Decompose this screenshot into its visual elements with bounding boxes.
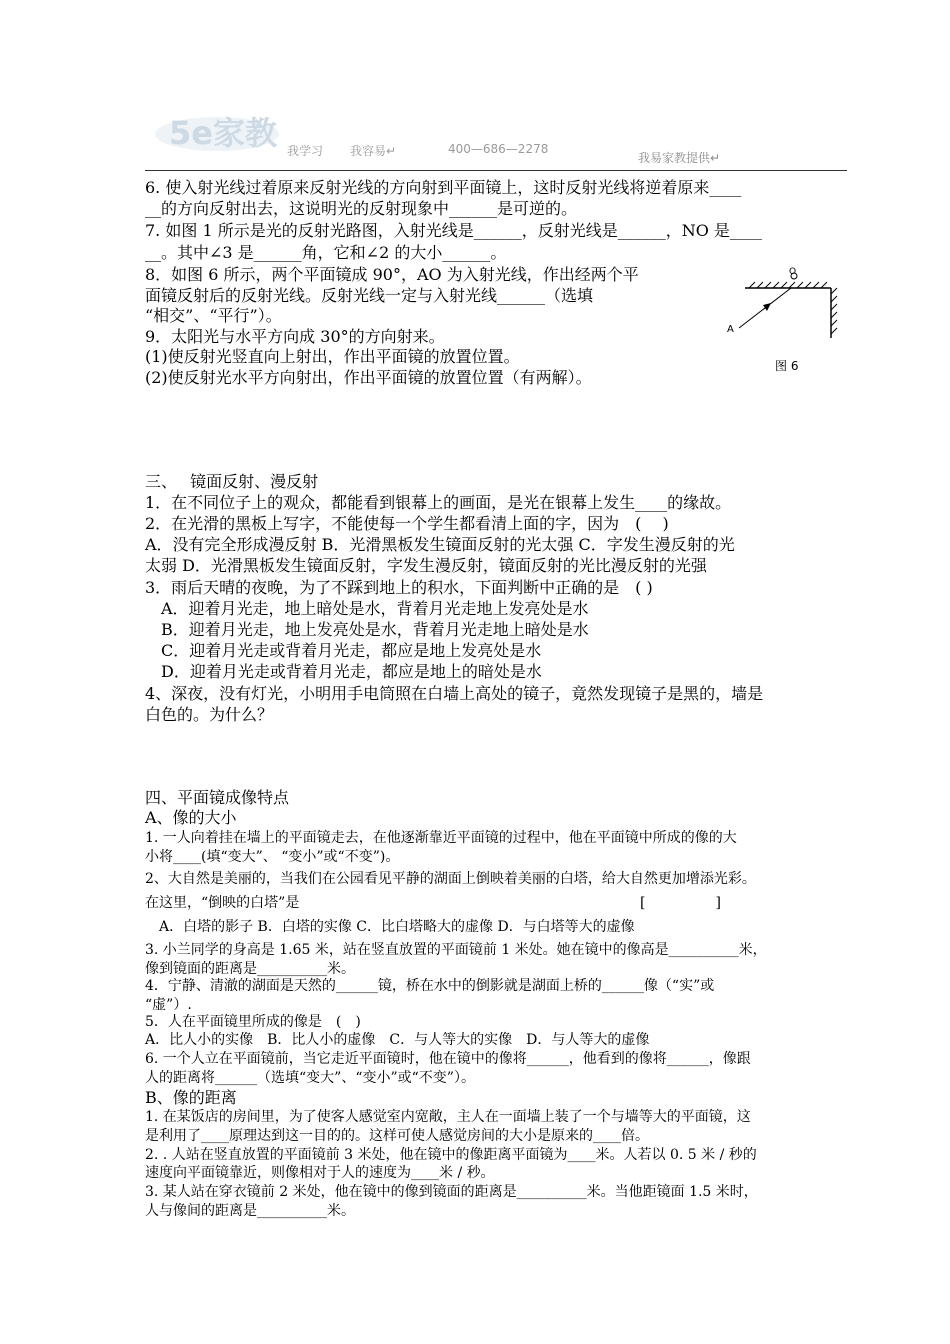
header-divider — [145, 170, 847, 171]
option-line: D．迎着月光走或背着月光走，都应是地上的暗处是水 — [145, 662, 542, 681]
text-line: 7. 如图 1 所示是光的反射光路图，入射光线是______，反射光线是______，NO 是____ — [145, 221, 762, 240]
page-header — [145, 98, 847, 172]
text-line: 2．在光滑的黑板上写字，不能使每一个学生都看清上面的字，因为 ( ) — [145, 514, 669, 533]
option-line: A．迎着月光走，地上暗处是水，背着月光走地上发亮处是水 — [145, 599, 589, 618]
option-line: A．比人小的实像 B．比人小的虚像 C．与人等大的实像 D．与人等大的虚像 — [145, 1032, 650, 1048]
text-line: 1．在不同位子上的观众，都能看到银幕上的画面，是光在银幕上发生____的缘故。 — [145, 493, 732, 512]
provider-text: 我易家教提供↵ — [638, 151, 721, 165]
text-line: 6. 一个人立在平面镜前，当它走近平面镜时，他在镜中的像将______，他看到的像将______，像跟 — [145, 1051, 751, 1067]
svg-text:A: A — [727, 324, 734, 335]
figure-caption: 图 6 — [775, 359, 799, 373]
text-line: 白色的。为什么？ — [145, 705, 274, 724]
text-line: 4．宁静、清澈的湖面是天然的______镜，桥在水中的倒影就是湖面上桥的______像（“实”或 — [145, 978, 715, 994]
section-title: 四、平面镜成像特点 — [145, 788, 290, 807]
text-line: 3. 小兰同学的身高是 1.65 米，站在竖直放置的平面镜前 1 米处。她在镜中的像高是__________米， — [145, 942, 767, 958]
text-line: 3．雨后天晴的夜晚，为了不踩到地上的积水，下面判断中正确的是 ( ) — [145, 578, 653, 597]
text-line: A．没有完全形成漫反射 B．光滑黑板发生镜面反射的光太强 C．字发生漫反射的光 — [145, 535, 735, 554]
subsection-title: A、像的大小 — [145, 808, 237, 827]
text-line: “相交”、“平行”）。 — [145, 306, 282, 325]
text-line: 速度向平面镜靠近，则像相对于人的速度为____米 / 秒。 — [145, 1165, 495, 1181]
text-line: 像到镜面的距离是__________米。 — [145, 961, 355, 977]
text-line: 2. . 人站在竖直放置的平面镜前 3 米处，他在镜中的像距离平面镜为____米。人若以 0. 5 米 / 秒的 — [145, 1147, 757, 1163]
slogan-1: 我学习 — [287, 144, 324, 158]
text-line: 在这里，“倒映的白塔”是 — [145, 895, 300, 911]
figure-6-mirrors — [725, 266, 845, 378]
answer-bracket: [ ] — [640, 895, 721, 911]
text-line: 2、大自然是美丽的，当我们在公园看见平静的湖面上倒映着美丽的白塔，给大自然更加增添光彩。 — [145, 871, 756, 887]
text-line: 3. 某人站在穿衣镜前 2 米处，他在镜中的像到镜面的距离是__________米。当他距镜面 1.5 米时， — [145, 1184, 758, 1200]
option-line: B．迎着月光走，地上发亮处是水，背着月光走地上暗处是水 — [145, 620, 589, 639]
section-title: 三、 镜面反射、漫反射 — [145, 472, 319, 491]
text-line: __。其中∠3 是______角，它和∠2 的大小______。 — [145, 243, 507, 262]
text-line: 小将____(填“变大”、 “变小”或“不变”)。 — [145, 849, 400, 865]
text-line: 人与像间的距离是__________米。 — [145, 1203, 355, 1219]
subsection-title: B、像的距离 — [145, 1088, 237, 1107]
text-line: 8．如图 6 所示，两个平面镜成 90°，AO 为入射光线，作出经两个平 — [145, 265, 639, 284]
text-line: 5．人在平面镜里所成的像是 ( ) — [145, 1014, 361, 1030]
text-line: 1. 在某饭店的房间里，为了使客人感觉室内宽敞，主人在一面墙上装了一个与墙等大的平面镜，这 — [145, 1109, 751, 1125]
slogan-2: 我容易↵ — [350, 144, 397, 158]
text-line: 人的距离将______（选填“变大”、“变小”或“不变”）。 — [145, 1070, 475, 1086]
text-line: 1. 一人向着挂在墙上的平面镜走去，在他逐渐靠近平面镜的过程中，他在平面镜中所成的像的大 — [145, 830, 737, 846]
logo — [155, 106, 290, 154]
option-line: C．迎着月光走或背着月光走，都应是地上发亮处是水 — [145, 641, 542, 660]
text-line: 9．太阳光与水平方向成 30°的方向射来。 — [145, 327, 445, 346]
text-line: (1)使反射光竖直向上射出，作出平面镜的放置位置。 — [145, 347, 520, 366]
text-line: __的方向反射出去，这说明光的反射现象中______是可逆的。 — [145, 199, 578, 218]
option-line: A．白塔的影子 B．白塔的实像 C．比白塔略大的虚像 D．与白塔等大的虚像 — [145, 919, 635, 935]
text-line: 6. 使入射光线过着原来反射光线的方向射到平面镜上，这时反射光线将逆着原来____ — [145, 178, 742, 197]
text-line: 太弱 D．光滑黑板发生镜面反射，字发生漫反射，镜面反射的光比漫反射的光强 — [145, 556, 707, 575]
text-line: “虚”）. — [145, 997, 192, 1013]
text-line: 4、深夜，没有灯光，小明用手电筒照在白墙上高处的镜子，竟然发现镜子是黑的，墙是 — [145, 684, 764, 703]
text-line: 是利用了____原理达到这一目的的。这样可使人感觉房间的大小是原来的____倍。 — [145, 1128, 649, 1144]
text-line: 面镜反射后的反射光线。反射光线一定与入射光线______（选填 — [145, 286, 594, 305]
svg-text:5e家教: 5e家教 — [169, 114, 277, 152]
text-line: (2)使反射光水平方向射出，作出平面镜的放置位置（有两解）。 — [145, 368, 592, 387]
phone-number: 400—686—2278 — [448, 142, 549, 156]
svg-text:O: O — [789, 267, 797, 277]
